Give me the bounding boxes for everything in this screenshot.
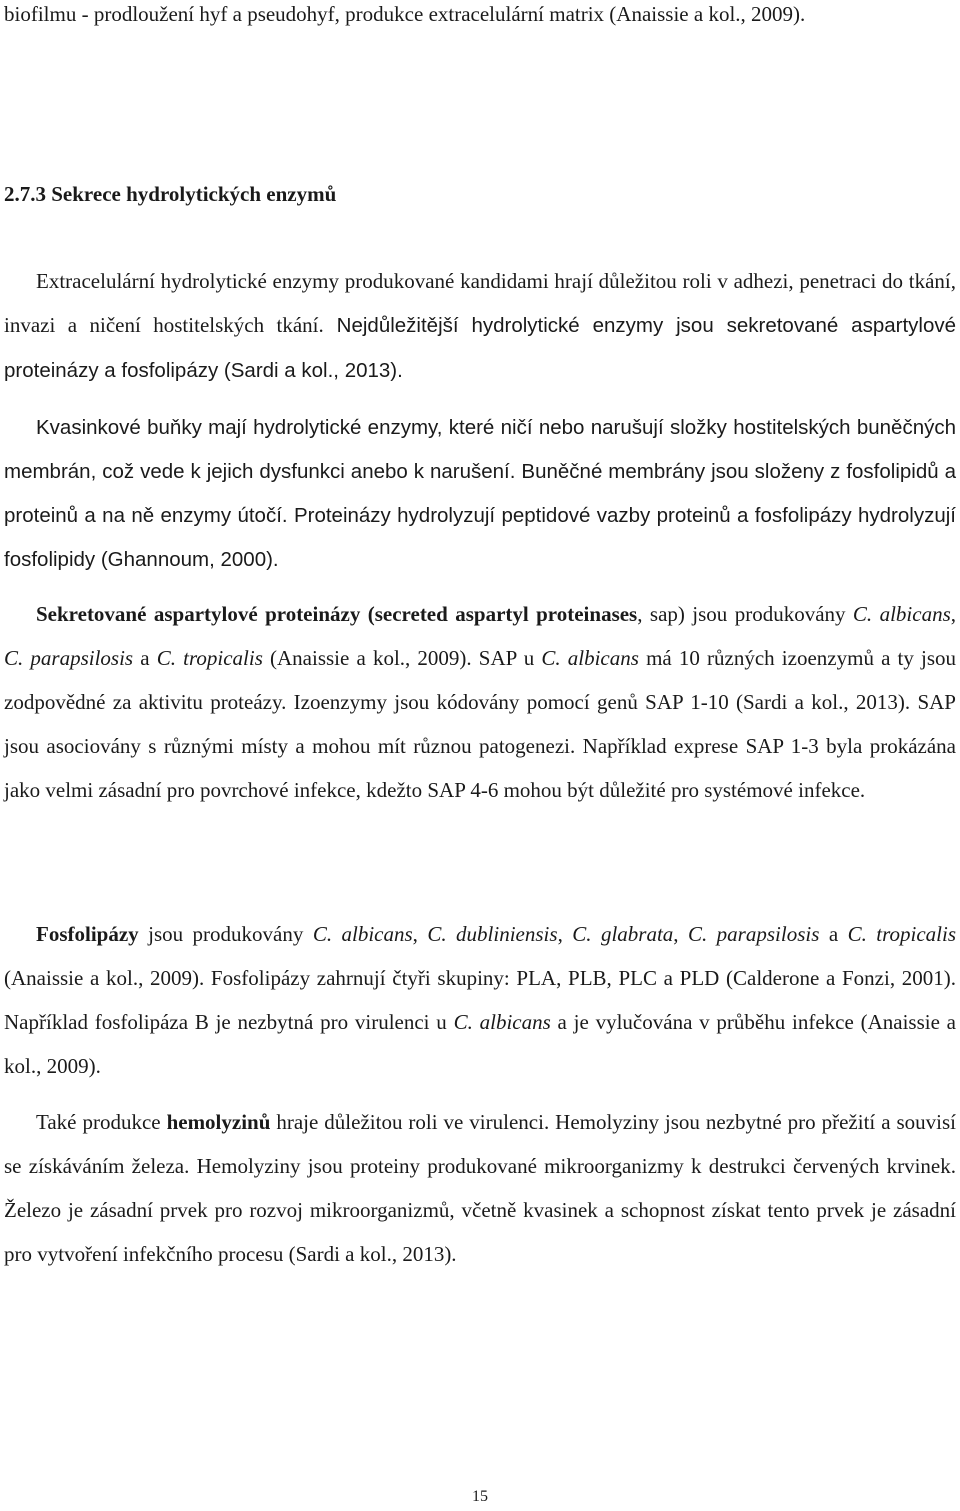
species-name: C. albicans	[541, 646, 639, 670]
section-heading: 2.7.3 Sekrece hydrolytických enzymů	[4, 182, 337, 206]
paragraph-yeast-cells	[4, 406, 956, 582]
paragraph-text: biofilmu - prodloužení hyf a pseudohyf, produkce extracelulární matrix (Anaissie a kol., 2009).	[4, 2, 806, 26]
paragraph-continuation	[4, 0, 956, 36]
text-run: hraje důležitou roli ve virulenci. Hemolyziny jsou nezbytné pro přežití a souvisí se získáváním železa. Hemolyziny jsou proteiny produkované mikroorganizmy k destrukci červených krvinek. Železo je zásadní prvek pro rozvoj mikroorganizmů, včetně kvasinek a schopnost získat tento prvek je zásadní pro vytvoření infekčního procesu (Sardi a kol., 2013).	[4, 1110, 956, 1266]
text-run: a	[819, 922, 848, 946]
species-name: C. glabrata	[572, 922, 674, 946]
page-number: 15	[472, 1488, 488, 1505]
text-run: , sap) jsou produkovány	[637, 602, 853, 626]
text-run: (Anaissie a kol., 2009). SAP u	[262, 646, 542, 670]
species-name: C. parapsilosis	[687, 922, 820, 946]
text-run: (Anaissie a kol., 2009). Fosfolipázy zahrnují čtyři skupiny: PLA, PLB, PLC a PLD (Calderone a Fonzi, 2001). Například fosfolipáza B je nezbytná pro virulenci u	[4, 966, 956, 1034]
paragraph-text-sans: Nejdůležitější hydrolytické enzymy jsou sekretované aspartylové proteinázy a fosfolipázy (Sardi a kol., 2013).	[4, 314, 956, 382]
species-name: C. albicans	[453, 1010, 551, 1034]
text-run: ,	[412, 922, 428, 946]
paragraph-text-serif: Extracelulární hydrolytické enzymy produkované kandidami hrají důležitou roli v adhezi, penetraci do tkání, invazi a ničení hostitelských tkání.	[4, 269, 956, 337]
species-name: C. parapsilosis	[4, 646, 134, 670]
bold-term: Sekretované aspartylové proteinázy (secreted aspartyl proteinases	[36, 602, 638, 626]
text-run: jsou produkovány	[138, 922, 313, 946]
paragraph-hemolysins	[4, 1100, 956, 1276]
bold-term: Fosfolipázy	[36, 922, 139, 946]
paragraph-text: Proteinázy hydrolyzují peptidové vazby proteinů a fosfolipázy hydrolyzují fosfolipidy (Ghannoum, 2000).	[4, 504, 956, 571]
text-run: Také produkce	[36, 1110, 167, 1134]
text-run: ,	[557, 922, 573, 946]
paragraph-phospholipases	[4, 912, 956, 1088]
text-run: a	[133, 646, 157, 670]
text-run: ,	[950, 602, 956, 626]
paragraph-intro	[4, 259, 956, 393]
species-name: C. tropicalis	[847, 922, 956, 946]
text-run: a je vylučována v průběhu infekce (Anaissie a kol., 2009).	[4, 1010, 957, 1078]
species-name: C. dubliniensis	[427, 922, 558, 946]
species-name: C. albicans	[312, 922, 413, 946]
paragraph-sap	[4, 592, 956, 812]
paragraph-text: Buněčné membrány jsou složeny z fosfolipidů a proteinů a na ně enzymy útočí.	[4, 460, 956, 527]
text-run: ,	[673, 922, 688, 946]
text-run: má 10 různých izoenzymů a ty jsou zodpovědné za aktivitu proteázy. Izoenzymy jsou kódovány pomocí genů SAP 1-10 (Sardi a kol., 2013). SAP jsou asociovány s různými místy a mohou mít různou patogenezi. Například exprese SAP 1-3 byla prokázána jako velmi zásadní pro povrchové infekce, kdežto SAP 4-6 mohou být důležité pro systémové infekce.	[4, 646, 957, 802]
bold-term: hemolyzinů	[166, 1110, 271, 1134]
species-name: C. albicans	[852, 602, 951, 626]
paragraph-text: Kvasinkové buňky mají hydrolytické enzymy, které ničí nebo narušují složky hostitelských buněčných membrán, což vede k jejich dysfunkci anebo k narušení.	[4, 416, 956, 483]
species-name: C. tropicalis	[156, 646, 263, 670]
